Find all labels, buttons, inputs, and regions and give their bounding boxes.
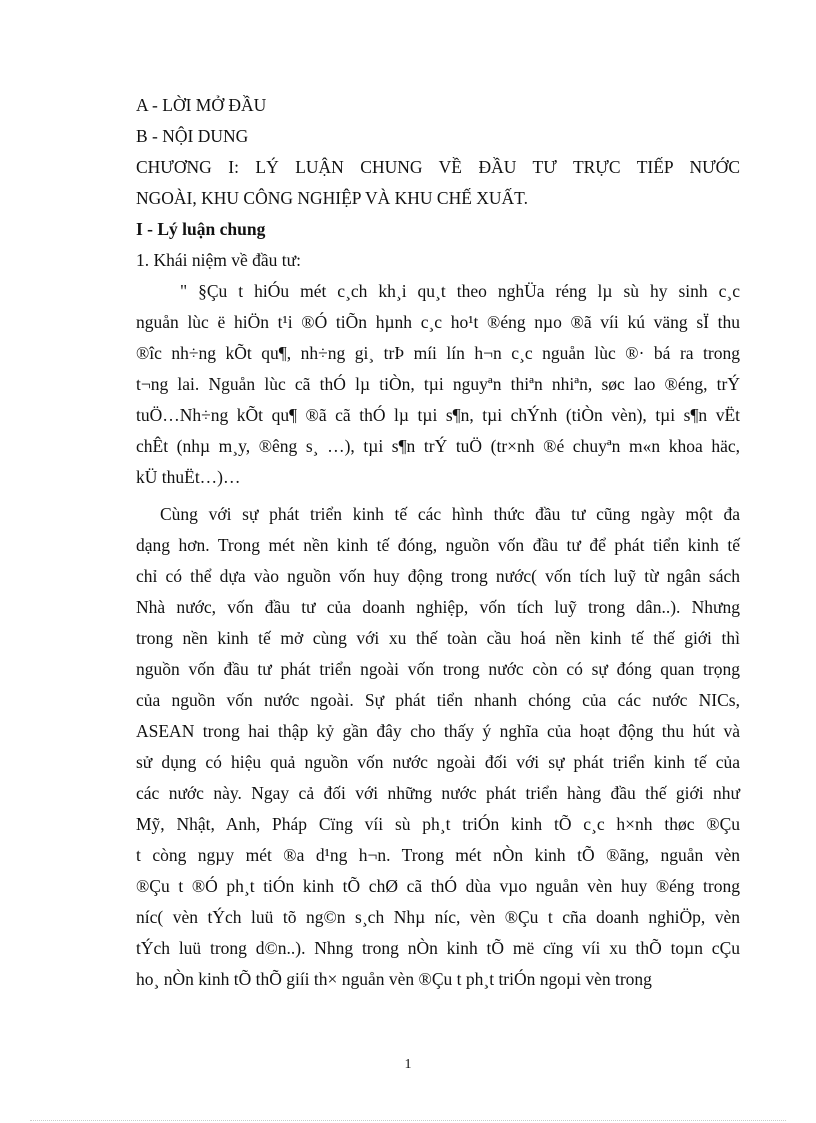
paragraph-line: t còng ngµy mét ®a d¹ng h¬n. Trong mét nÒn kinh tÕ ®ãng, nguån vèn xyxy=(136,845,740,865)
paragraph-definition xyxy=(136,276,740,493)
paragraph-line: Cùng với sự phát triển kinh tế các hình thức đầu tư cũng ngày một đa xyxy=(160,504,740,524)
paragraph-line: ®îc nh÷ng kÕt qu¶, nh÷ng gi¸ trÞ míi lín h¬n c¸c nguån lùc ®· bá ra trong xyxy=(136,343,740,363)
paragraph-line: níc( vèn tÝch luü tõ ng©n s¸ch Nhµ níc, vèn ®Çu t cña doanh nghiÖp, vèn xyxy=(136,907,740,927)
paragraph-line: t¬ng lai. Nguån lùc cã thÓ lµ tiÒn, tµi nguyªn thiªn nhiªn, søc lao ®éng, trÝ xyxy=(136,374,740,394)
document-body xyxy=(136,90,740,995)
section-title: I - Lý luận chung xyxy=(136,219,266,239)
paragraph-line: Nhà nước, vốn đầu tư của doanh nghiệp, vốn tích luỹ trong dân..). Nhưng xyxy=(136,597,740,617)
paragraph-line: tuÖ…Nh÷ng kÕt qu¶ ®ã cã thÓ lµ tµi s¶n, tµi chÝnh (tiÒn vèn), tµi s¶n vËt xyxy=(136,405,740,425)
paragraph-line: của nguồn vốn nước ngoài. Sự phát tiển nhanh chóng của các nước NICs, xyxy=(136,690,740,710)
paragraph-investment-forms xyxy=(136,499,740,995)
paragraph-line: sử dụng có hiệu quả nguồn vốn nước ngoài đối với sự phát triển kinh tế của xyxy=(136,752,740,772)
heading-introduction: A - LỜI MỞ ĐẦU xyxy=(136,95,267,115)
paragraph-line: chÊt (nhµ m¸y, ®êng s¸ …), tµi s¶n trÝ tuÖ (tr×nh ®é chuyªn m«n khoa häc, xyxy=(136,436,740,456)
paragraph-line: chỉ có thể dựa vào nguồn vốn huy động trong nước( vốn tích luỹ từ ngân sách xyxy=(136,566,740,586)
subsection-title: 1. Khái niệm về đầu tư: xyxy=(136,250,302,270)
paragraph-line: dạng hơn. Trong mét nền kinh tế đóng, nguồn vốn đầu tư để phát tiển kinh tế xyxy=(136,535,740,555)
paragraph-line: ho¸ nÒn kinh tÕ thÕ giíi th× nguån vèn ®Çu t ph¸t triÓn ngoµi vèn trong xyxy=(136,969,652,989)
paragraph-line: nguồn vốn đầu tư phát triển ngoài vốn trong nước còn có sự đóng quan trọng xyxy=(136,659,740,679)
paragraph-line: tÝch luü trong d©n..). Nhng trong nÒn kinh tÕ më cïng víi xu thÕ toµn cÇu xyxy=(136,938,740,958)
paragraph-line: ®Çu t ®Ó ph¸t tiÓn kinh tÕ chØ cã thÓ dùa vµo nguån vèn huy ®éng trong xyxy=(136,876,740,896)
heading-content: B - NỘI DUNG xyxy=(136,126,249,146)
paragraph-line: các nước này. Ngay cả đối với những nước phát triển hàng đầu thế giới như xyxy=(136,783,740,803)
paragraph-line: kÜ thuËt…)… xyxy=(136,467,241,487)
paragraph-line: Mỹ, Nhật, Anh, Pháp Cïng víi sù ph¸t triÓn kinh tÕ c¸c h×nh thøc ®Çu xyxy=(136,814,740,834)
page-bottom-rule xyxy=(30,1120,786,1121)
paragraph-line: trong nền kinh tế mở cùng với xu thế toàn cầu hoá nền kinh tế thế giới thì xyxy=(136,628,740,648)
paragraph-line: nguån lùc ë hiÖn t¹i ®Ó tiÕn hµnh c¸c ho¹t ®éng nµo ®ã víi kú väng sÏ thu xyxy=(136,312,740,332)
chapter-title-line-1: CHƯƠNG I: LÝ LUẬN CHUNG VỀ ĐẦU TƯ TRỰC TIẾP NƯỚC xyxy=(136,157,740,177)
paragraph-line: " §Çu t hiÓu mét c¸ch kh¸i qu¸t theo nghÜa réng lµ sù hy sinh c¸c xyxy=(180,281,740,301)
chapter-title-line-2: NGOÀI, KHU CÔNG NGHIỆP VÀ KHU CHẾ XUẤT. xyxy=(136,188,528,208)
paragraph-line: ASEAN trong hai thập kỷ gần đây cho thấy ý nghĩa của hoạt động thu hút và xyxy=(136,721,740,741)
page-number: 1 xyxy=(404,1057,412,1072)
